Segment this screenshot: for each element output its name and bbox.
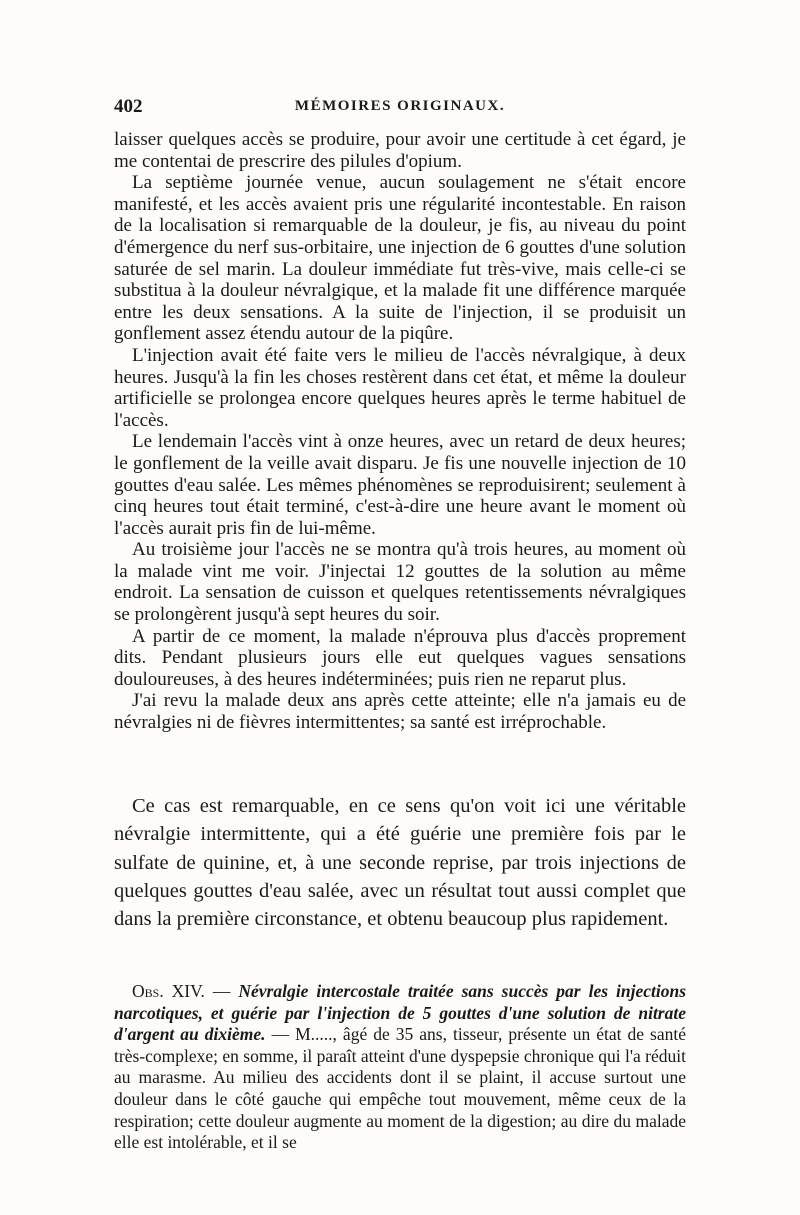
observation-dash: —	[204, 981, 239, 1001]
observation-body: — M....., âgé de 35 ans, tisseur, présente un état de santé très-complexe; en somme, il paraît atteint d'une dyspepsie chronique qui l'a réduit au marasme. Au milieu des accidents dont il se plaint, il accuse surtout une douleur dans le côté gauche qui empêche tout mouvement, même ceux de la respiration; cette douleur augmente au moment de la digestion; au dire du malade elle est intolérable, et il se	[114, 1024, 687, 1153]
page-number: 402	[114, 96, 143, 117]
paragraph-recovery: A partir de ce moment, la malade n'éprouva plus d'accès proprement dits. Pendant plusieurs jours elle eut quelques vagues sensations douloureuses, à des heures indéterminées; puis rien ne reparut plus.	[114, 625, 686, 690]
paragraph-third-day: Au troisième jour l'accès ne se montra qu'à trois heures, au moment où la malade vint me voir. J'injectai 12 gouttes de la solution au même endroit. La sensation de cuisson et quelques retentissements névralgiques se prolongèrent jusqu'à sept heures du soir.	[114, 539, 686, 626]
conclusion-section	[114, 792, 686, 933]
observation-title: Névralgie intercostale traitée sans succès par les injections narcotiques, et guérie par l'injection de 5 gouttes d'une solution de nitrate d'argent au dixième.	[114, 981, 687, 1045]
running-title: MÉMOIRES ORIGINAUX.	[294, 98, 506, 114]
observation-label: Obs. XIV.	[132, 981, 205, 1001]
paragraph-first-injection: L'injection avait été faite vers le milieu de l'accès névralgique, à deux heures. Jusqu'à la fin les choses restèrent dans cet état, et même la douleur artificielle se prolongea encore quelques heures après le terme habituel de l'accès.	[114, 344, 686, 431]
paragraph-follow-up: J'ai revu la malade deux ans après cette atteinte; elle n'a jamais eu de névralgies ni de fièvres intermittentes; sa santé est irréprochable.	[114, 690, 686, 734]
main-text	[114, 129, 686, 734]
paragraph-seventh-day: La septième journée venue, aucun soulagement ne s'était encore manifesté, et les accès avaient pris une régularité incontestable. En raison de la localisation si remarquable de la douleur, je fis, au niveau du point d'émergence du nerf sus-orbitaire, une injection de 6 gouttes d'une solution saturée de sel marin. La douleur immédiate fut très-vive, mais celle-ci se substitua à la douleur névralgique, et la malade fit une différence marquée entre les deux sensations. A la suite de l'injection, il se produisit un gonflement assez étendu autour de la piqûre.	[114, 172, 686, 345]
page-header	[114, 96, 686, 124]
paragraph-next-day: Le lendemain l'accès vint à onze heures, avec un retard de deux heures; le gonflement de la veille avait disparu. Je fis une nouvelle injection de 10 gouttes d'eau salée. Les mêmes phénomènes se reproduisirent; seulement à cinq heures tout était terminé, c'est-à-dire une heure avant le moment où l'accès aurait pris fin de lui-même.	[114, 431, 686, 539]
paragraph-continued: laisser quelques accès se produire, pour avoir une certitude à cet égard, je me contentai de prescrire des pilules d'opium.	[114, 129, 686, 172]
observation-section	[114, 981, 686, 1154]
observation-paragraph	[114, 981, 686, 1154]
conclusion-paragraph: Ce cas est remarquable, en ce sens qu'on voit ici une véritable névralgie intermittente, qui a été guérie une première fois par le sulfate de quinine, et, à une seconde reprise, par trois injections de quelques gouttes d'eau salée, avec un résultat tout aussi complet que dans la première circonstance, et obtenu beaucoup plus rapidement.	[114, 795, 686, 931]
